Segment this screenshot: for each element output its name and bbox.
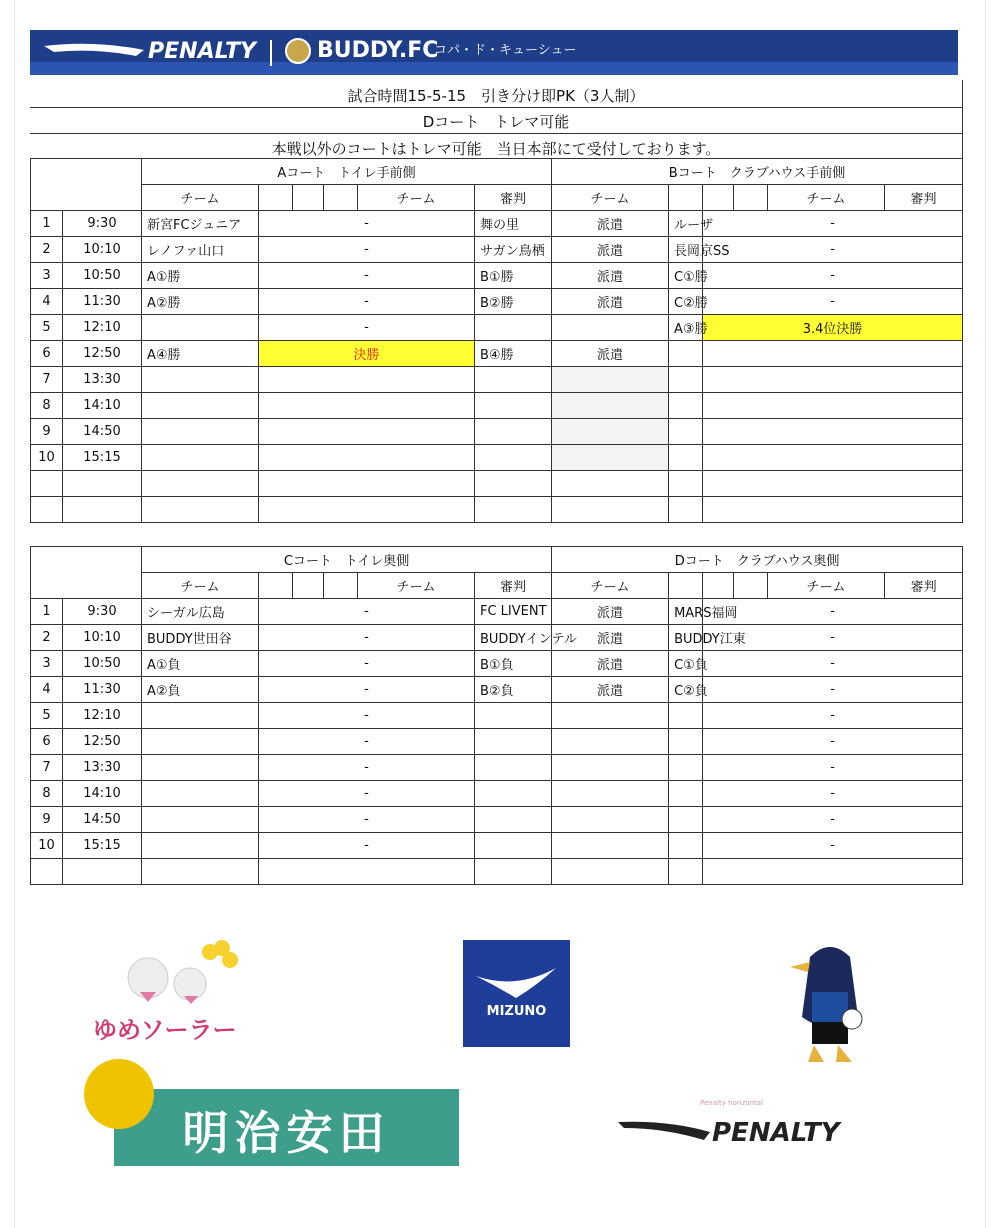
score-area-left: -	[259, 237, 475, 263]
score-area-left	[703, 859, 963, 885]
score-area-left: -	[259, 755, 475, 781]
referee: 派遣	[552, 341, 669, 367]
court-a-header: Aコート トイレ手前側	[142, 159, 552, 185]
match-time: 14:10	[63, 781, 142, 807]
team-left: MARS福岡	[669, 599, 703, 625]
team-right: FC LIVENT	[475, 599, 552, 625]
team-left	[669, 341, 703, 367]
team-right	[475, 445, 552, 471]
score-area-left: -	[703, 677, 963, 703]
referee	[552, 445, 669, 471]
match-time: 11:30	[63, 289, 142, 315]
score-area-left: -	[703, 211, 963, 237]
referee: 派遣	[552, 625, 669, 651]
referee	[552, 859, 669, 885]
team-right	[475, 755, 552, 781]
team-left: C②負	[669, 677, 703, 703]
table-row	[31, 755, 963, 781]
referee-header: 審判	[475, 573, 552, 599]
referee	[552, 781, 669, 807]
team-left: A④勝	[142, 341, 259, 367]
team-left: A②勝	[142, 289, 259, 315]
score-area-left: -	[259, 289, 475, 315]
row-number: 3	[31, 263, 63, 289]
score-area-left: -	[259, 677, 475, 703]
score-area-left: -	[703, 729, 963, 755]
team-right: サガン鳥栖	[475, 237, 552, 263]
row-number: 8	[31, 393, 63, 419]
team-left	[669, 729, 703, 755]
match-time: 15:15	[63, 833, 142, 859]
score-area-left: -	[703, 263, 963, 289]
row-number: 4	[31, 289, 63, 315]
score-area-left: -	[259, 729, 475, 755]
team-right: B①負	[475, 651, 552, 677]
page-border-right	[985, 0, 986, 1228]
team-header: チーム	[768, 573, 885, 599]
match-time	[63, 471, 142, 497]
team-left	[142, 755, 259, 781]
yume-solar-logo-text: ゆめソーラー	[93, 1016, 237, 1044]
match-time: 10:50	[63, 263, 142, 289]
team-header: チーム	[552, 185, 669, 211]
yume-solar-mascot-icon	[118, 940, 248, 1005]
score-header	[324, 185, 358, 211]
team-right	[475, 315, 552, 341]
score-area-left	[703, 341, 963, 367]
team-right	[475, 419, 552, 445]
row-number: 5	[31, 315, 63, 341]
court-c-header: Cコート トイレ奥側	[142, 547, 552, 573]
table-row	[31, 859, 963, 885]
score-area-left	[703, 419, 963, 445]
row-number: 3	[31, 651, 63, 677]
team-right	[475, 703, 552, 729]
team-left	[669, 393, 703, 419]
score-area-left	[703, 445, 963, 471]
table-row	[31, 807, 963, 833]
score-area-left: -	[259, 625, 475, 651]
score-area-left	[259, 497, 475, 523]
row-number	[31, 859, 63, 885]
team-right	[475, 833, 552, 859]
row-number: 4	[31, 677, 63, 703]
referee	[552, 471, 669, 497]
referee-header: 審判	[885, 185, 963, 211]
team-left: C①負	[669, 651, 703, 677]
match-time: 14:10	[63, 393, 142, 419]
score-area-left: -	[259, 211, 475, 237]
court-d-header: Dコート クラブハウス奥側	[552, 547, 963, 573]
row-number: 9	[31, 807, 63, 833]
team-left: C②勝	[669, 289, 703, 315]
team-left	[142, 781, 259, 807]
score-area-left: -	[703, 625, 963, 651]
team-left	[142, 445, 259, 471]
penalty-logo-text: PENALTY	[712, 1118, 840, 1148]
score-area-left: -	[259, 315, 475, 341]
score-header	[669, 185, 703, 211]
banner-subtitle: コパ・ド・キューシュー	[434, 43, 577, 58]
score-header	[259, 573, 293, 599]
row-number: 10	[31, 833, 63, 859]
team-left: A③勝	[669, 315, 703, 341]
team-left	[142, 367, 259, 393]
team-header: チーム	[768, 185, 885, 211]
match-time: 12:50	[63, 729, 142, 755]
team-left	[142, 393, 259, 419]
score-area-left: -	[703, 289, 963, 315]
table-row	[31, 315, 963, 341]
referee: 派遣	[552, 599, 669, 625]
row-number: 5	[31, 703, 63, 729]
match-time: 12:10	[63, 315, 142, 341]
penalty-swoosh-icon	[44, 40, 144, 64]
team-header: チーム	[142, 185, 259, 211]
table-row	[31, 781, 963, 807]
team-left	[669, 781, 703, 807]
score-area-left: -	[703, 755, 963, 781]
referee	[552, 367, 669, 393]
score-area-left	[703, 393, 963, 419]
team-right: B②負	[475, 677, 552, 703]
table-row	[31, 341, 963, 367]
row-number: 1	[31, 211, 63, 237]
team-left: BUDDY世田谷	[142, 625, 259, 651]
table-row	[31, 367, 963, 393]
score-area-left	[259, 445, 475, 471]
referee: 派遣	[552, 237, 669, 263]
table-row	[31, 289, 963, 315]
row-number	[31, 471, 63, 497]
page-border-left	[14, 0, 15, 1228]
referee: 派遣	[552, 651, 669, 677]
score-area-left: -	[703, 599, 963, 625]
referee-header: 審判	[885, 573, 963, 599]
team-right: B①勝	[475, 263, 552, 289]
score-area-left: -	[703, 703, 963, 729]
referee	[552, 315, 669, 341]
table-row	[31, 599, 963, 625]
score-area-left	[703, 367, 963, 393]
table-row	[31, 419, 963, 445]
club-emblem-icon	[285, 38, 311, 64]
match-time: 14:50	[63, 419, 142, 445]
match-time: 12:10	[63, 703, 142, 729]
penalty-small-caption: Penalty horizontal	[700, 1099, 763, 1107]
team-right	[475, 781, 552, 807]
match-time: 9:30	[63, 211, 142, 237]
team-left: A①負	[142, 651, 259, 677]
banner-brand-penalty: PENALTY	[148, 39, 256, 64]
score-area-left	[259, 859, 475, 885]
referee	[552, 393, 669, 419]
team-left	[142, 315, 259, 341]
team-right	[475, 471, 552, 497]
score-header	[703, 573, 734, 599]
table-row	[31, 263, 963, 289]
penalty-swoosh-icon	[618, 1120, 710, 1144]
corner-cell	[31, 159, 142, 211]
score-area-left: -	[259, 833, 475, 859]
referee: 派遣	[552, 211, 669, 237]
row-number	[31, 497, 63, 523]
mizuno-runbird-icon	[476, 968, 556, 1002]
court-b-header: Bコート クラブハウス手前側	[552, 159, 963, 185]
team-header: チーム	[552, 573, 669, 599]
team-right	[475, 497, 552, 523]
info-line-3: 本戦以外のコートはトレマ可能 当日本部にて受付しております。	[271, 140, 721, 158]
row-number: 10	[31, 445, 63, 471]
banner-separator	[270, 40, 272, 66]
table-row	[31, 211, 963, 237]
info-line-2: Dコート トレマ可能	[30, 111, 962, 134]
score-area-left	[259, 471, 475, 497]
score-area-left: -	[703, 237, 963, 263]
referee	[552, 729, 669, 755]
match-time: 15:15	[63, 445, 142, 471]
info-line-1: 試合時間15-5-15 引き分け即PK（3人制）	[30, 85, 962, 108]
referee: 派遣	[552, 263, 669, 289]
score-header	[324, 573, 358, 599]
team-left	[142, 471, 259, 497]
team-left	[669, 807, 703, 833]
team-left	[669, 859, 703, 885]
referee	[552, 833, 669, 859]
team-left	[669, 367, 703, 393]
team-left: BUDDY江東	[669, 625, 703, 651]
team-left: A①勝	[142, 263, 259, 289]
banner-brand-buddy: BUDDY.FC	[317, 38, 439, 63]
team-left	[142, 833, 259, 859]
team-left	[142, 419, 259, 445]
crow-mascot-icon	[780, 937, 880, 1077]
score-header	[293, 185, 324, 211]
score-area-left	[703, 497, 963, 523]
team-left	[669, 497, 703, 523]
table-row	[31, 237, 963, 263]
match-time: 13:30	[63, 755, 142, 781]
team-left	[142, 729, 259, 755]
team-left	[669, 755, 703, 781]
match-time: 10:50	[63, 651, 142, 677]
referee-header: 審判	[475, 185, 552, 211]
header-banner	[30, 30, 958, 75]
score-area-left: -	[703, 781, 963, 807]
score-area-left: 決勝	[259, 341, 475, 367]
team-left: シーガル広島	[142, 599, 259, 625]
team-right: 舞の里	[475, 211, 552, 237]
team-left: 長岡京SS	[669, 237, 703, 263]
match-time: 9:30	[63, 599, 142, 625]
table-row	[31, 729, 963, 755]
score-area-left: -	[703, 651, 963, 677]
team-header: チーム	[142, 573, 259, 599]
team-right: B②勝	[475, 289, 552, 315]
score-area-left: -	[703, 807, 963, 833]
match-time: 12:50	[63, 341, 142, 367]
table-row	[31, 471, 963, 497]
team-left	[142, 807, 259, 833]
row-number: 2	[31, 625, 63, 651]
score-area-left: -	[259, 599, 475, 625]
team-left: 新宮FCジュニア	[142, 211, 259, 237]
referee: 派遣	[552, 677, 669, 703]
match-time	[63, 497, 142, 523]
score-area-left: -	[703, 833, 963, 859]
referee	[552, 807, 669, 833]
row-number: 7	[31, 367, 63, 393]
table-row	[31, 445, 963, 471]
mizuno-logo-text: MIZUNO	[486, 1004, 547, 1019]
team-right: BUDDYインテル	[475, 625, 552, 651]
score-area-left	[259, 367, 475, 393]
score-area-left: -	[259, 781, 475, 807]
team-left	[142, 497, 259, 523]
row-number: 6	[31, 729, 63, 755]
match-time: 13:30	[63, 367, 142, 393]
score-header	[734, 185, 768, 211]
score-area-left: -	[259, 651, 475, 677]
team-right	[475, 393, 552, 419]
team-right	[475, 367, 552, 393]
score-area-left	[259, 419, 475, 445]
table-row	[31, 497, 963, 523]
score-header	[293, 573, 324, 599]
team-right	[475, 859, 552, 885]
score-area-left: -	[259, 703, 475, 729]
score-area-left: 3.4位決勝	[703, 315, 963, 341]
match-time: 10:10	[63, 625, 142, 651]
team-right	[475, 807, 552, 833]
match-time: 14:50	[63, 807, 142, 833]
score-header	[734, 573, 768, 599]
meiji-yasuda-logo-text: 明治安田	[182, 1106, 391, 1160]
team-left	[669, 703, 703, 729]
score-header	[703, 185, 734, 211]
team-header: チーム	[358, 185, 475, 211]
row-number: 8	[31, 781, 63, 807]
score-area-left	[703, 471, 963, 497]
referee	[552, 497, 669, 523]
team-left	[669, 445, 703, 471]
corner-cell	[31, 547, 142, 599]
mizuno-logo	[463, 940, 570, 1047]
team-left	[669, 471, 703, 497]
team-left: A②負	[142, 677, 259, 703]
row-number: 9	[31, 419, 63, 445]
team-left: ルーザ	[669, 211, 703, 237]
team-left	[669, 833, 703, 859]
referee	[552, 419, 669, 445]
score-header	[669, 573, 703, 599]
table-row	[31, 625, 963, 651]
referee: 派遣	[552, 289, 669, 315]
referee	[552, 703, 669, 729]
team-right: B④勝	[475, 341, 552, 367]
meiji-yasuda-logo	[114, 1089, 459, 1166]
table-row	[31, 833, 963, 859]
team-header: チーム	[358, 573, 475, 599]
score-area-left: -	[259, 807, 475, 833]
team-left	[669, 419, 703, 445]
schedule-table-ab	[30, 158, 963, 523]
team-left: C①勝	[669, 263, 703, 289]
row-number: 2	[31, 237, 63, 263]
table-row	[31, 703, 963, 729]
table-row	[31, 651, 963, 677]
schedule-table-cd	[30, 546, 963, 885]
team-right	[475, 729, 552, 755]
referee	[552, 755, 669, 781]
match-time: 11:30	[63, 677, 142, 703]
row-number: 7	[31, 755, 63, 781]
team-left	[142, 703, 259, 729]
match-time: 10:10	[63, 237, 142, 263]
team-left	[142, 859, 259, 885]
team-left: レノファ山口	[142, 237, 259, 263]
row-number: 1	[31, 599, 63, 625]
score-area-left: -	[259, 263, 475, 289]
match-time	[63, 859, 142, 885]
table-row	[31, 677, 963, 703]
score-header	[259, 185, 293, 211]
table-row	[31, 393, 963, 419]
row-number: 6	[31, 341, 63, 367]
score-area-left	[259, 393, 475, 419]
